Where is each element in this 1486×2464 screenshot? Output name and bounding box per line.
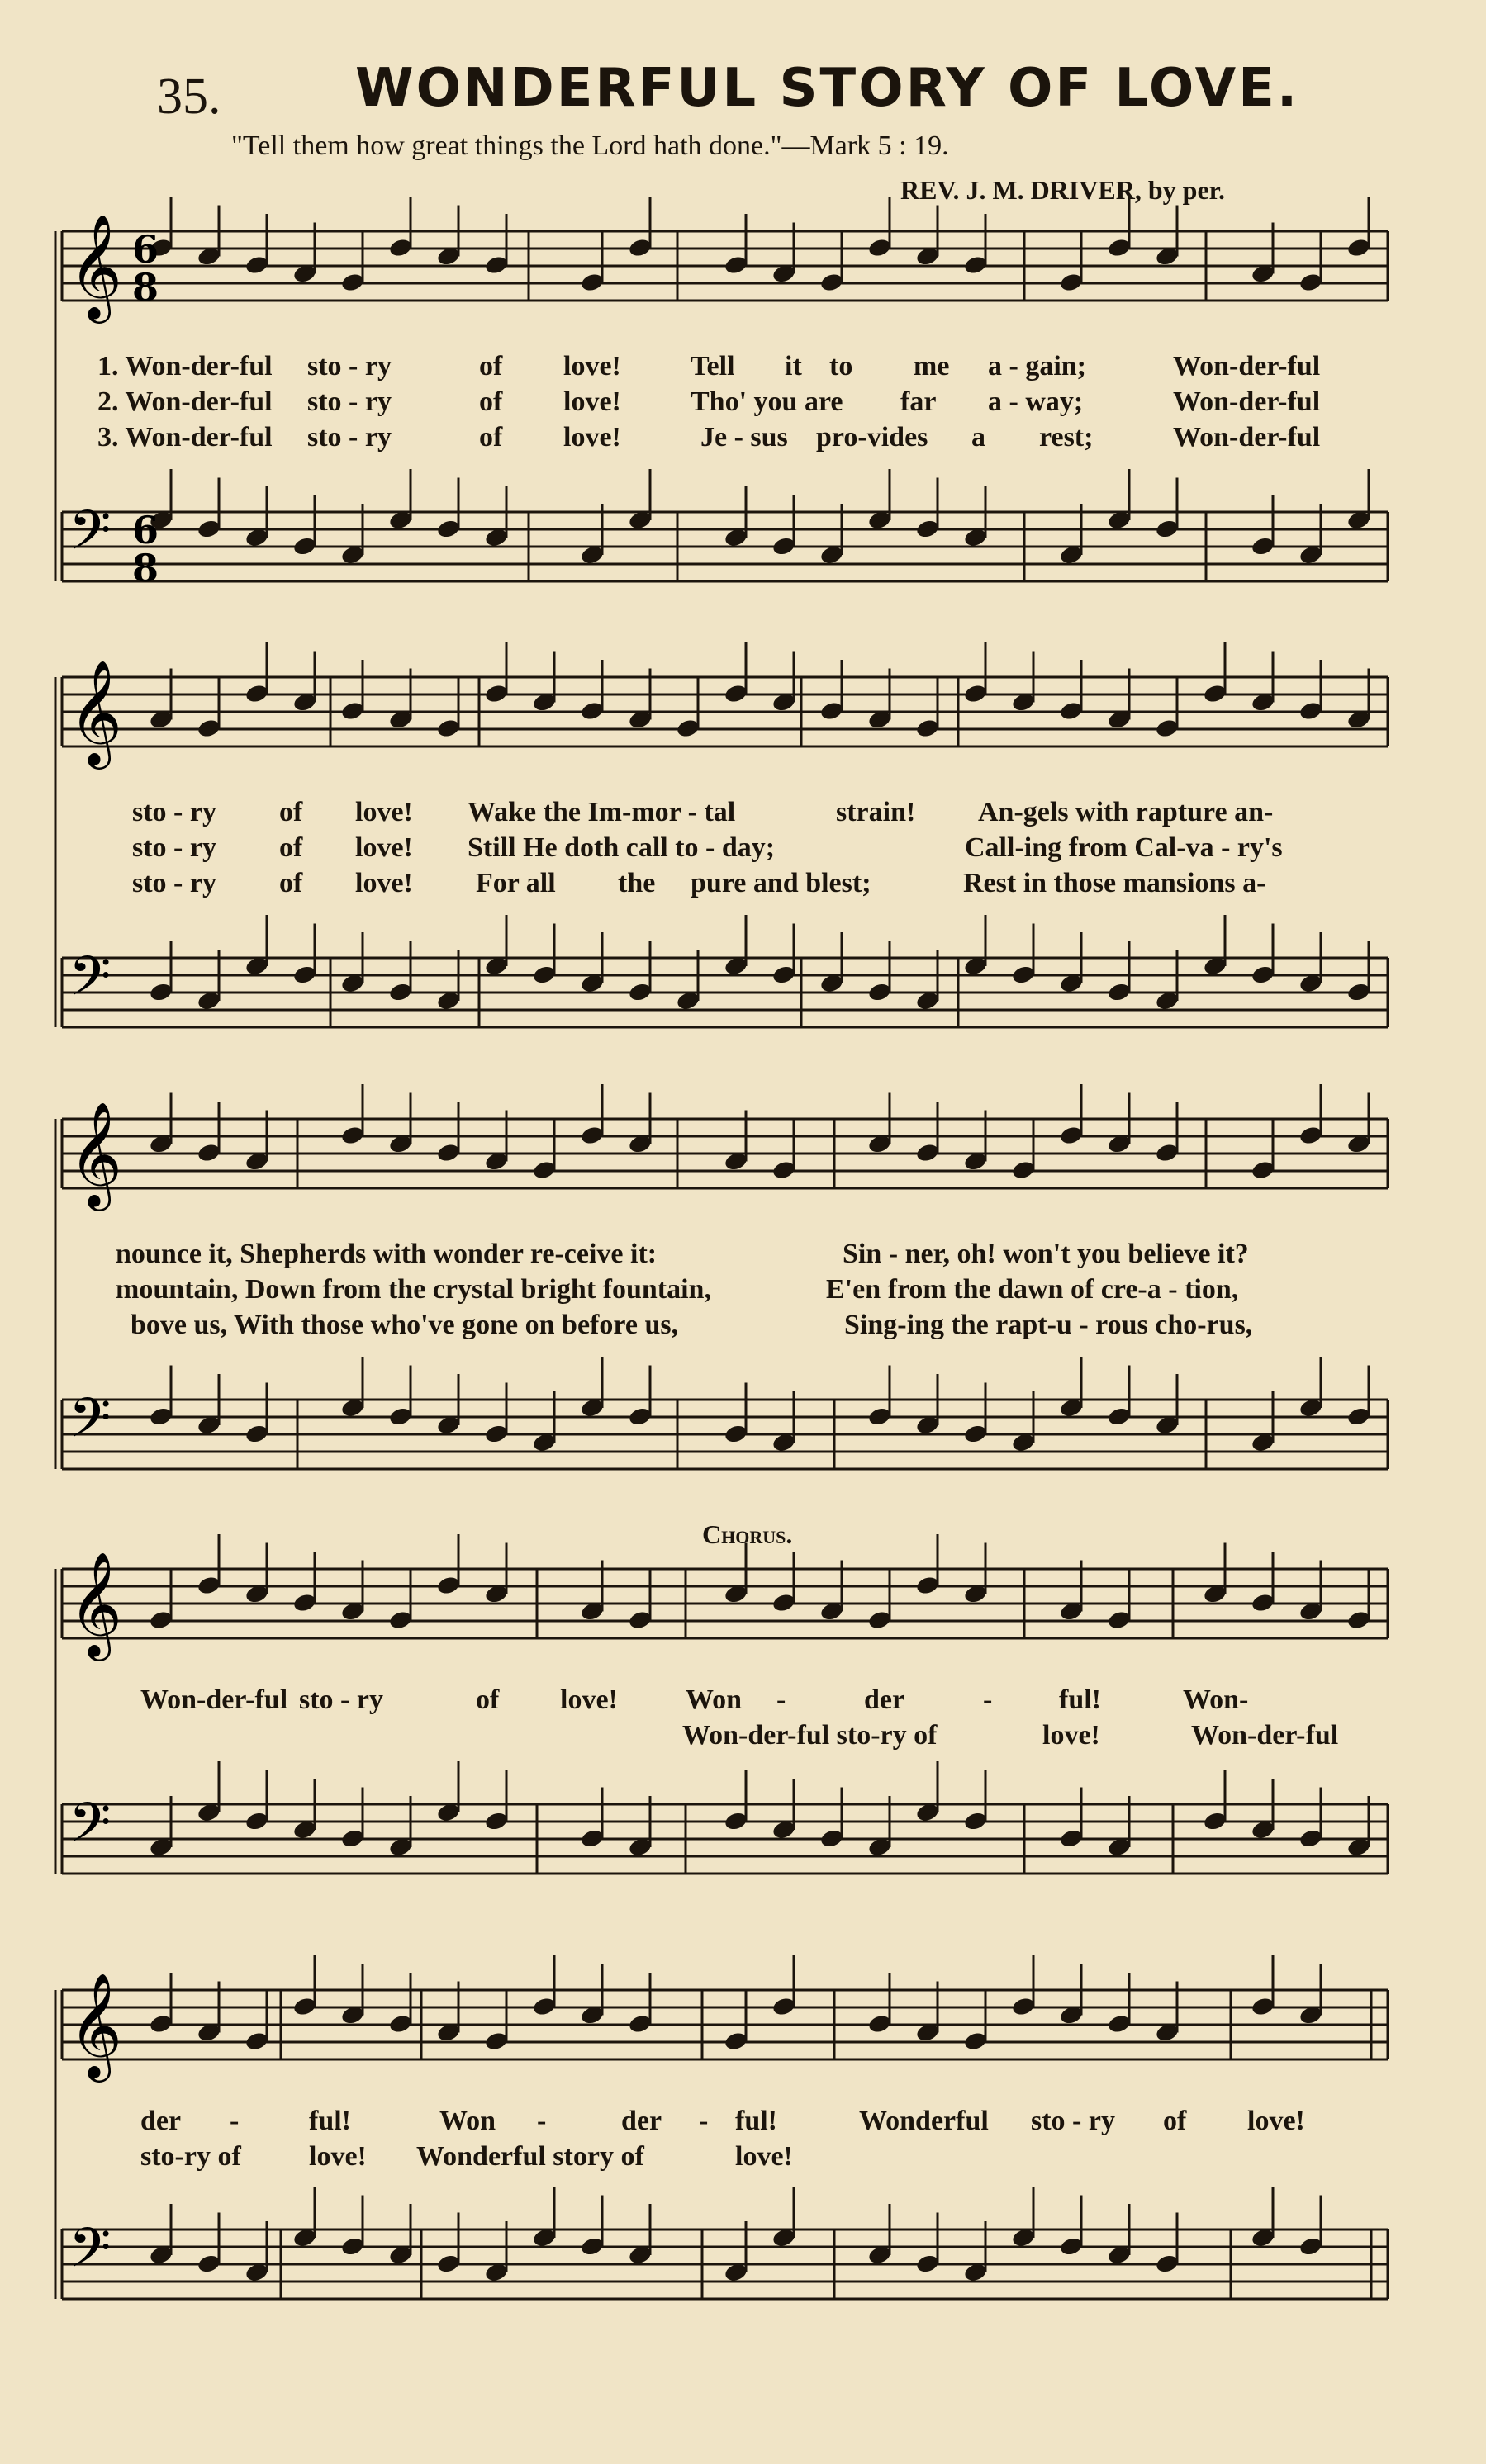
lyric-syllable: of xyxy=(279,832,303,863)
lyric-syllable: love! xyxy=(735,2141,793,2172)
lyric-syllable: ful! xyxy=(309,2106,351,2136)
chorus-label: Chorus. xyxy=(702,1519,793,1549)
lyric-syllable: sto-ry of xyxy=(140,2141,241,2172)
svg-text:8: 8 xyxy=(132,265,159,310)
lyric-syllable: of xyxy=(479,422,503,453)
system-5 xyxy=(55,1955,1388,2299)
lyric-syllable: - xyxy=(537,2106,547,2136)
lyric-syllable: 1. Won-der-ful xyxy=(97,351,273,381)
treble-staff xyxy=(62,1955,1388,2083)
lyric-syllable: Won xyxy=(686,1685,743,1715)
lyric-syllable: Won-der-ful sto-ry of xyxy=(682,1720,938,1751)
lyric-syllable: to xyxy=(829,351,853,381)
lyric-syllable: sto - ry xyxy=(299,1685,383,1715)
treble-clef-icon: 𝄞 xyxy=(69,1972,123,2078)
lyric-syllable: sto - ry xyxy=(307,422,392,453)
lyric-syllable: a xyxy=(971,422,985,453)
bass-clef-icon: 𝄢 xyxy=(69,2216,112,2293)
treble-clef-icon: 𝄞 xyxy=(69,1101,123,1206)
lyric-syllable: of xyxy=(479,351,503,381)
lyric-syllable: of xyxy=(279,868,303,898)
bass-clef-icon: 𝄢 xyxy=(69,1791,112,1868)
lyric-syllable: nounce it, Shepherds with wonder re-ceive it: xyxy=(116,1239,658,1269)
treble-clef-icon: 𝄞 xyxy=(69,1551,123,1656)
hymn-title: WONDERFUL STORY OF LOVE. xyxy=(355,58,1300,119)
lyric-syllable: - xyxy=(230,2106,240,2136)
lyric-syllable: 3. Won-der-ful xyxy=(97,422,273,453)
lyric-syllable: rest; xyxy=(1039,422,1094,453)
lyric-syllable: Won-der-ful xyxy=(1191,1720,1339,1751)
lyric-syllable: of xyxy=(279,797,303,827)
lyric-syllable: Won-der-ful xyxy=(1173,422,1321,453)
lyric-syllable: love! xyxy=(563,422,621,453)
lyric-syllable: Tho' you are xyxy=(691,386,843,417)
bass-staff xyxy=(62,2187,1388,2299)
bass-staff xyxy=(62,915,1388,1027)
lyric-syllable: - xyxy=(776,1685,786,1715)
lyric-syllable: love! xyxy=(355,868,413,898)
lyric-syllable: - xyxy=(983,1685,993,1715)
lyric-syllable: love! xyxy=(309,2141,367,2172)
lyric-syllable: E'en from the dawn of cre-a - tion, xyxy=(826,1274,1239,1305)
bass-staff xyxy=(62,1761,1388,1874)
lyric-syllable: Won-der-ful xyxy=(140,1685,288,1715)
bass-staff xyxy=(62,469,1388,581)
hymn-number: 35. xyxy=(157,69,221,125)
bass-time-signature: 6 xyxy=(132,508,159,552)
author-credit: REV. J. M. DRIVER, by per. xyxy=(900,175,1225,205)
lyric-syllable: Sing-ing the rapt-u - rous cho-rus, xyxy=(844,1310,1253,1340)
lyric-syllable: sto - ry xyxy=(307,351,392,381)
lyric-syllable: love! xyxy=(355,797,413,827)
lyric-syllable: pro-vides xyxy=(816,422,928,453)
bass-clef-icon: 𝄢 xyxy=(69,945,112,1021)
lyric-syllable: of xyxy=(1163,2106,1187,2136)
lyric-syllable: far xyxy=(900,386,937,417)
scripture-epigraph: "Tell them how great things the Lord hath done."—Mark 5 : 19. xyxy=(231,130,949,161)
treble-staff xyxy=(62,1534,1388,1661)
lyric-syllable: Won- xyxy=(1183,1685,1249,1715)
treble-time-signature: 6 xyxy=(132,227,159,272)
lyric-syllable: der xyxy=(864,1685,905,1715)
lyric-syllable: the xyxy=(618,868,656,898)
lyric-syllable: bove us, With those who've gone on before us, xyxy=(131,1310,679,1340)
lyric-syllable: Wonderful xyxy=(859,2106,989,2136)
lyric-syllable: Tell xyxy=(691,351,735,381)
lyric-syllable: love! xyxy=(563,351,621,381)
lyric-syllable: Wake the Im-mor - tal xyxy=(468,797,736,827)
lyric-syllable: a - gain; xyxy=(988,351,1086,381)
lyric-syllable: 2. Won-der-ful xyxy=(97,386,273,417)
lyric-syllable: Won-der-ful xyxy=(1173,351,1321,381)
lyric-syllable: Je - sus xyxy=(700,422,788,453)
lyric-syllable: sto - ry xyxy=(307,386,392,417)
bass-clef-icon: 𝄢 xyxy=(69,499,112,576)
lyric-syllable: it xyxy=(785,351,802,381)
lyric-syllable: love! xyxy=(1042,1720,1100,1751)
lyric-syllable: sto - ry xyxy=(132,868,216,898)
lyric-syllable: Still He doth call to - day; xyxy=(468,832,776,863)
lyric-syllable: Wonderful story of xyxy=(416,2141,644,2172)
lyric-syllable: ful! xyxy=(1059,1685,1101,1715)
lyric-syllable: der xyxy=(140,2106,182,2136)
lyric-syllable: love! xyxy=(560,1685,618,1715)
lyric-syllable: An-gels with rapture an- xyxy=(978,797,1274,827)
treble-clef-icon: 𝄞 xyxy=(69,213,123,319)
treble-staff xyxy=(62,197,1388,324)
lyric-syllable: love! xyxy=(355,832,413,863)
treble-staff xyxy=(62,1084,1388,1211)
lyric-syllable: of xyxy=(479,386,503,417)
lyric-syllable: strain! xyxy=(836,797,916,827)
lyric-syllable: For all xyxy=(476,868,556,898)
lyric-syllable: a - way; xyxy=(988,386,1084,417)
lyric-syllable: sto - ry xyxy=(132,832,216,863)
treble-staff xyxy=(62,642,1388,770)
lyric-syllable: Won-der-ful xyxy=(1173,386,1321,417)
lyric-syllable: Call-ing from Cal-va - ry's xyxy=(965,832,1283,863)
lyric-syllable: sto - ry xyxy=(1031,2106,1115,2136)
lyric-syllable: of xyxy=(476,1685,500,1715)
bass-staff xyxy=(62,1357,1388,1469)
treble-clef-icon: 𝄞 xyxy=(69,659,123,765)
lyric-syllable: Sin - ner, oh! won't you believe it? xyxy=(843,1239,1249,1269)
lyric-syllable: pure and blest; xyxy=(691,868,871,898)
lyric-syllable: - xyxy=(699,2106,709,2136)
lyric-syllable: mountain, Down from the crystal bright fountain, xyxy=(116,1274,711,1305)
svg-text:8: 8 xyxy=(132,546,159,590)
lyric-syllable: sto - ry xyxy=(132,797,216,827)
lyric-syllable: ful! xyxy=(735,2106,777,2136)
bass-clef-icon: 𝄢 xyxy=(69,1386,112,1463)
lyric-syllable: Rest in those mansions a- xyxy=(963,868,1266,898)
lyric-syllable: love! xyxy=(563,386,621,417)
lyric-syllable: love! xyxy=(1247,2106,1305,2136)
lyric-syllable: Won xyxy=(439,2106,496,2136)
lyric-syllable: der xyxy=(621,2106,662,2136)
lyric-syllable: me xyxy=(914,351,950,381)
